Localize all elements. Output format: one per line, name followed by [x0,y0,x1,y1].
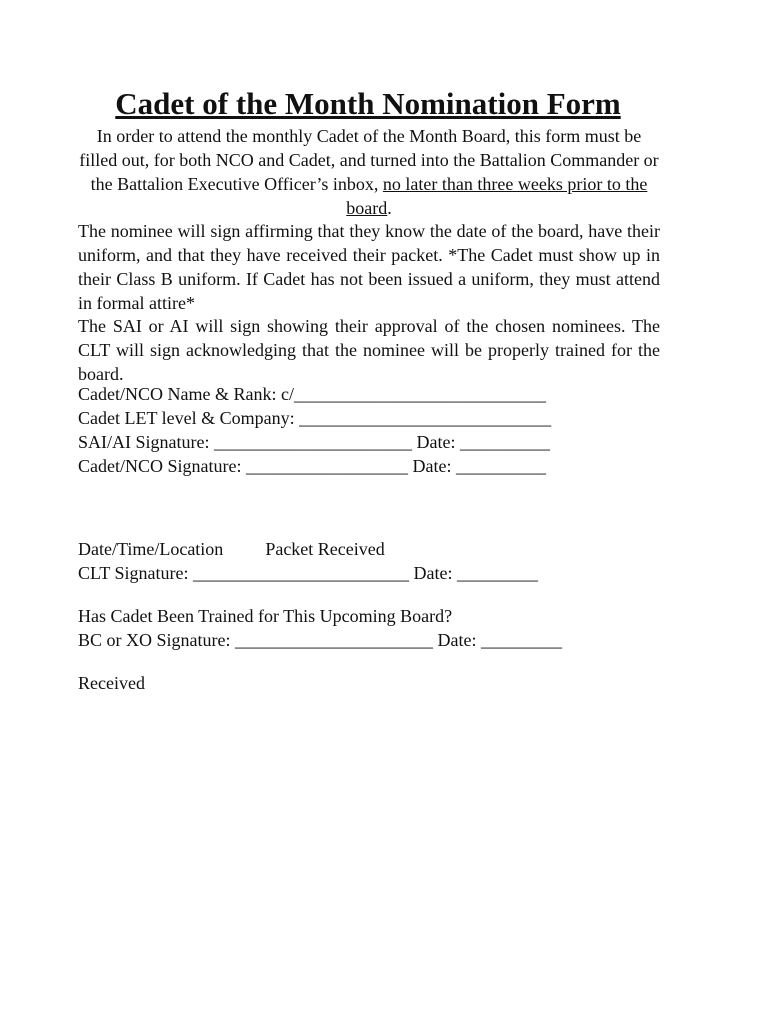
approval-instructions: The SAI or AI will sign showing their approval of the chosen nominees. The CLT will sign acknowledging that the nominee will be properly trained for the board. [78,316,660,384]
intro-deadline: no later than three weeks prior to the board [346,174,648,218]
name-rank-field: Cadet/NCO Name & Rank: c/____________________________ [78,384,546,404]
intro-end: . [387,198,392,218]
clt-signature-field: CLT Signature: ________________________ Date: _________ [78,563,538,583]
packet-received-label: Packet Received [265,539,385,559]
intro-text: In order to attend the monthly Cadet of the Month Board, this form must be filled out, for both NCO and Cadet, and turned into the Battalion Commander or the Battalion Executive Officer’s inbox, [79,126,659,194]
sai-signature-field: SAI/AI Signature: ______________________ Date: __________ [78,432,550,452]
received-label: Received [78,673,145,693]
intro-paragraph [78,124,660,220]
trained-question: Has Cadet Been Trained for This Upcoming Board? [78,606,453,626]
form-title: Cadet of the Month Nomination Form [115,86,621,121]
let-company-field: Cadet LET level & Company: ____________________________ [78,408,552,428]
bc-xo-signature-field: BC or XO Signature: ______________________ Date: _________ [78,630,562,650]
date-time-location-label: Date/Time/Location [78,539,224,559]
cadet-signature-field: Cadet/NCO Signature: __________________ Date: __________ [78,456,546,476]
nominee-instructions: The nominee will sign affirming that they know the date of the board, have their uniform, and that they have received their packet. *The Cadet must show up in their Class B uniform. If Cadet has not been issued a uniform, they must attend in formal attire* [78,221,660,313]
date-packet-row [78,537,385,561]
